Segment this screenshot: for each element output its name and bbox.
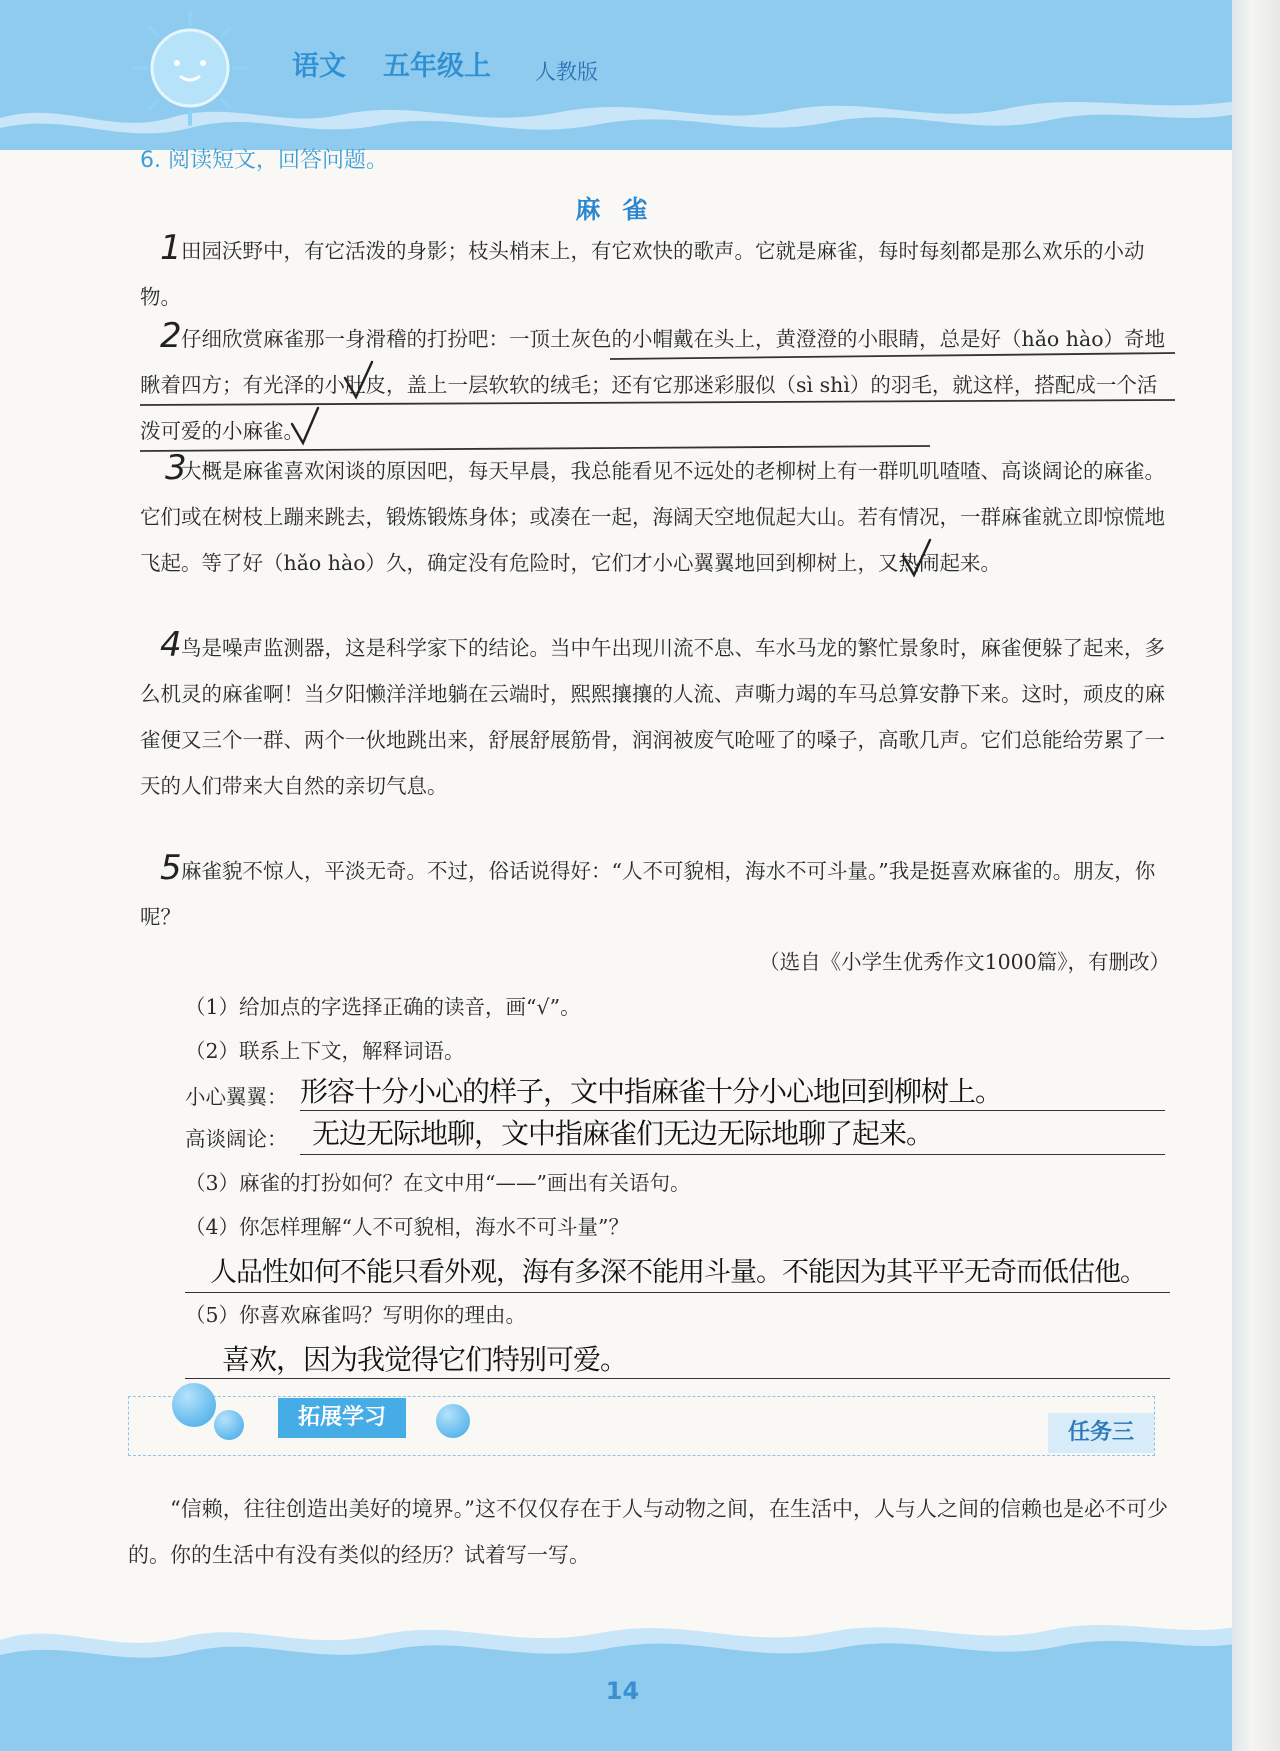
q2-term-label: 高谈阔论： bbox=[185, 1127, 288, 1151]
essay-source: （选自《小学生优秀作文1000篇》，有删改） bbox=[759, 950, 1170, 974]
paragraph-number: 3 bbox=[165, 448, 187, 488]
subquestion-5: （5）你喜欢麻雀吗？写明你的理由。 bbox=[185, 1303, 527, 1327]
essay-paragraph: 大概是麻雀喜欢闲谈的原因吧，每天早晨，我总能看见不远处的老柳树上有一群叽叽喳喳、高谈阔论的麻雀。它们或在树枝上蹦来跳去，锻炼锻炼身体；或凑在一起，海阔天空地侃起大山。若有情况，一群麻雀就立即惊慌地飞起。等了好（hǎo hào）久，确定没有危险时，它们才小心翼翼地回到柳树上，又热闹起来。 bbox=[140, 459, 1165, 575]
header-grade: 五年级上 bbox=[383, 51, 491, 82]
paragraph-number: 5 bbox=[160, 848, 182, 888]
q2-answer-handwritten: 形容十分小心的样子，文中指麻雀十分小心地回到柳树上。 bbox=[300, 1075, 1003, 1108]
q4-answer-handwritten: 人品性如何不能只看外观，海有多深不能用斗量。不能因为其平平无奇而低估他。 bbox=[210, 1257, 1146, 1288]
task-text: “信赖，往往创造出美好的境界。”这不仅仅存在于人与动物之间，在生活中，人与人之间的信赖也是必不可少的。你的生活中有没有类似的经历？试着写一写。 bbox=[128, 1497, 1168, 1567]
q2-answer-handwritten: 无边无际地聊，文中指麻雀们无边无际地聊了起来。 bbox=[312, 1117, 934, 1150]
subquestion-2: （2）联系上下文，解释词语。 bbox=[185, 1039, 465, 1063]
question-title: 6. 阅读短文，回答问题。 bbox=[140, 148, 388, 173]
header-subject: 语文 bbox=[292, 51, 346, 82]
section-title: 拓展学习 bbox=[278, 1398, 406, 1438]
essay-paragraph: 麻雀貌不惊人，平淡无奇。不过，俗话说得好：“人不可貌相，海水不可斗量。”我是挺喜欢麻雀的。朋友，你呢？ bbox=[140, 859, 1156, 929]
essay-paragraph: 田园沃野中，有它活泼的身影；枝头梢末上，有它欢快的歌声。它就是麻雀，每时每刻都是那么欢乐的小动物。 bbox=[140, 239, 1145, 309]
page-edge bbox=[1232, 0, 1280, 1751]
q2-term-label: 小心翼翼： bbox=[185, 1085, 288, 1109]
page-number: 14 bbox=[605, 1677, 640, 1705]
bubble-icon bbox=[214, 1410, 244, 1440]
footer-wave bbox=[0, 1600, 1245, 1751]
bubble-icon bbox=[436, 1404, 470, 1438]
answer-line bbox=[300, 1154, 1165, 1155]
subquestion-4: （4）你怎样理解“人不可貌相，海水不可斗量”？ bbox=[185, 1215, 630, 1239]
answer-line bbox=[185, 1378, 1170, 1379]
essay-paragraph: 仔细欣赏麻雀那一身滑稽的打扮吧：一顶土灰色的小帽戴在头上，黄澄澄的小眼睛，总是好（hǎo hào）奇地瞅着四方；有光泽的小肚皮，盖上一层软软的绒毛；还有它那迷彩服似（sì shì）的羽毛，就这样，搭配成一个活泼可爱的小麻雀。 bbox=[140, 327, 1166, 443]
task-tag: 任务三 bbox=[1048, 1413, 1154, 1453]
subquestion-3: （3）麻雀的打扮如何？在文中用“——”画出有关语句。 bbox=[185, 1171, 691, 1195]
paragraph-number: 1 bbox=[160, 228, 182, 268]
answer-line bbox=[300, 1110, 1165, 1111]
paragraph-number: 4 bbox=[160, 625, 182, 665]
header-edition: 人教版 bbox=[535, 60, 598, 84]
answer-line bbox=[185, 1292, 1170, 1293]
paragraph-number: 2 bbox=[160, 316, 182, 356]
subquestion-1: （1）给加点的字选择正确的读音，画“√”。 bbox=[185, 995, 581, 1019]
essay-paragraph: 鸟是噪声监测器，这是科学家下的结论。当中午出现川流不息、车水马龙的繁忙景象时，麻雀便躲了起来，多么机灵的麻雀啊！当夕阳懒洋洋地躺在云端时，熙熙攘攘的人流、声嘶力竭的车马总算安静下来。这时，顽皮的麻雀便又三个一群、两个一伙地跳出来，舒展舒展筋骨，润润被废气呛哑了的嗓子，高歌几声。它们总能给劳累了一天的人们带来大自然的亲切气息。 bbox=[140, 636, 1165, 798]
bubble-icon bbox=[172, 1383, 216, 1427]
q5-answer-handwritten: 喜欢，因为我觉得它们特别可爱。 bbox=[222, 1343, 628, 1376]
essay-title: 麻雀 bbox=[575, 195, 670, 224]
